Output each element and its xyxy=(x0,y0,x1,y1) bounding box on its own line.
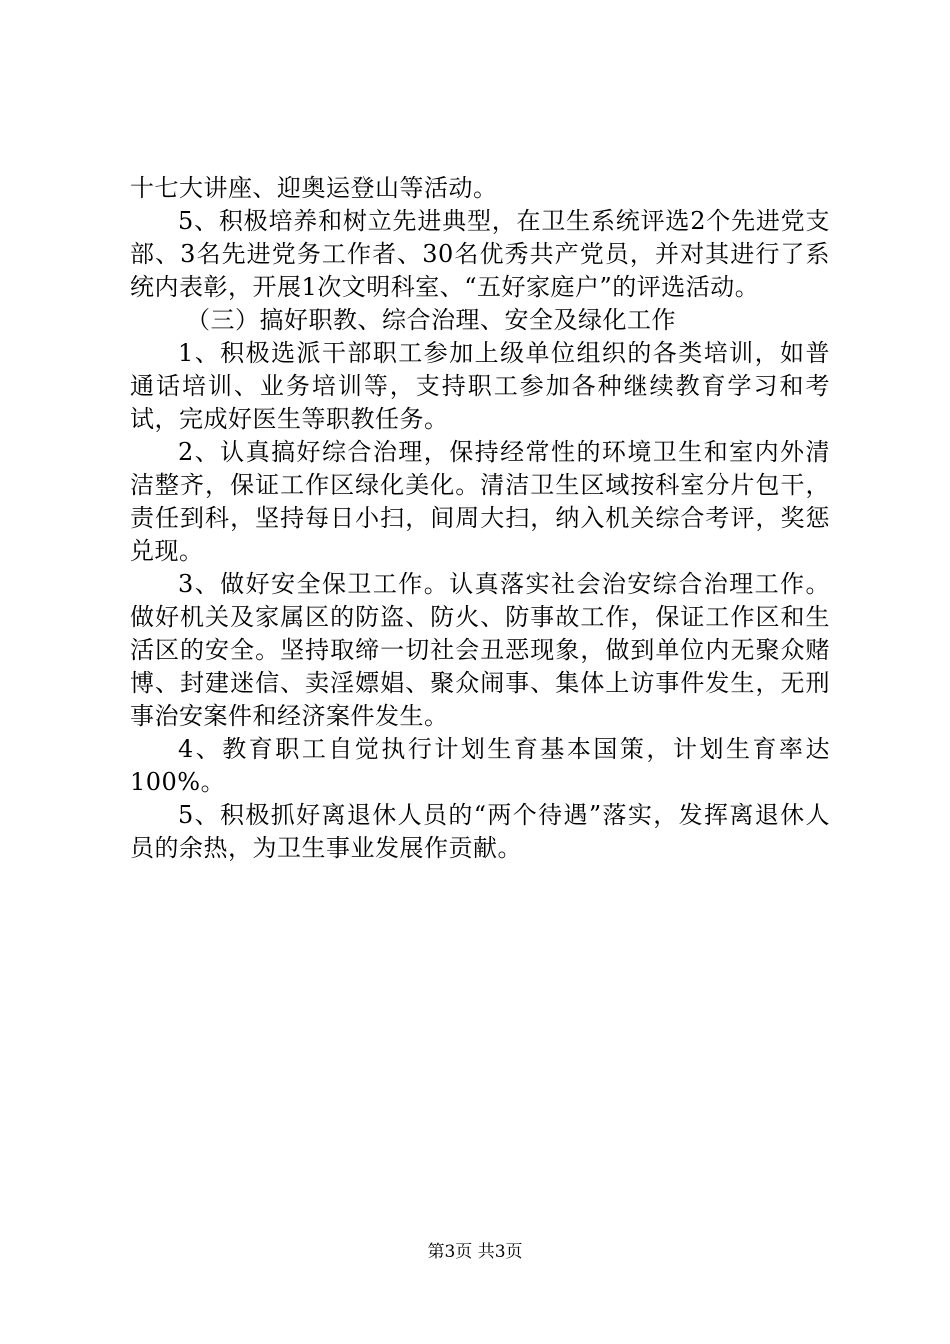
paragraph-item-5-models: 5、积极培养和树立先进典型，在卫生系统评选2个先进党支部、3名先进党务工作者、30名优秀共产党员，并对其进行了系统内表彰，开展1次文明科室、“五好家庭户”的评选活动。 xyxy=(130,207,830,301)
paragraph-item-5-retirees: 5、积极抓好离退休人员的“两个待遇”落实，发挥离退休人员的余热，为卫生事业发展作贡献。 xyxy=(130,801,830,862)
section-heading-3: （三）搞好职教、综合治理、安全及绿化工作 xyxy=(186,306,676,334)
paragraph-item-1-training: 1、积极选派干部职工参加上级单位组织的各类培训，如普通话培训、业务培训等，支持职工参加各种继续教育学习和考试，完成好医生等职教任务。 xyxy=(130,339,830,433)
paragraph-item-2-governance: 2、认真搞好综合治理，保持经常性的环境卫生和室内外清洁整齐，保证工作区绿化美化。清洁卫生区域按科室分片包干，责任到科，坚持每日小扫，间周大扫，纳入机关综合考评，奖惩兑现。 xyxy=(130,438,830,565)
paragraph-item-4-family-planning: 4、教育职工自觉执行计划生育基本国策，计划生育率达100%。 xyxy=(130,735,830,796)
document-body xyxy=(130,172,830,865)
paragraph-continuation: 十七大讲座、迎奥运登山等活动。 xyxy=(130,174,498,202)
paragraph-item-3-security: 3、做好安全保卫工作。认真落实社会治安综合治理工作。做好机关及家属区的防盗、防火、防事故工作，保证工作区和生活区的安全。坚持取缔一切社会丑恶现象，做到单位内无聚众赌博、封建迷信、卖淫嫖娼、聚众闹事、集体上访事件发生，无刑事治安案件和经济案件发生。 xyxy=(130,570,830,730)
page-number-footer: 第3页 共3页 xyxy=(427,1242,523,1262)
